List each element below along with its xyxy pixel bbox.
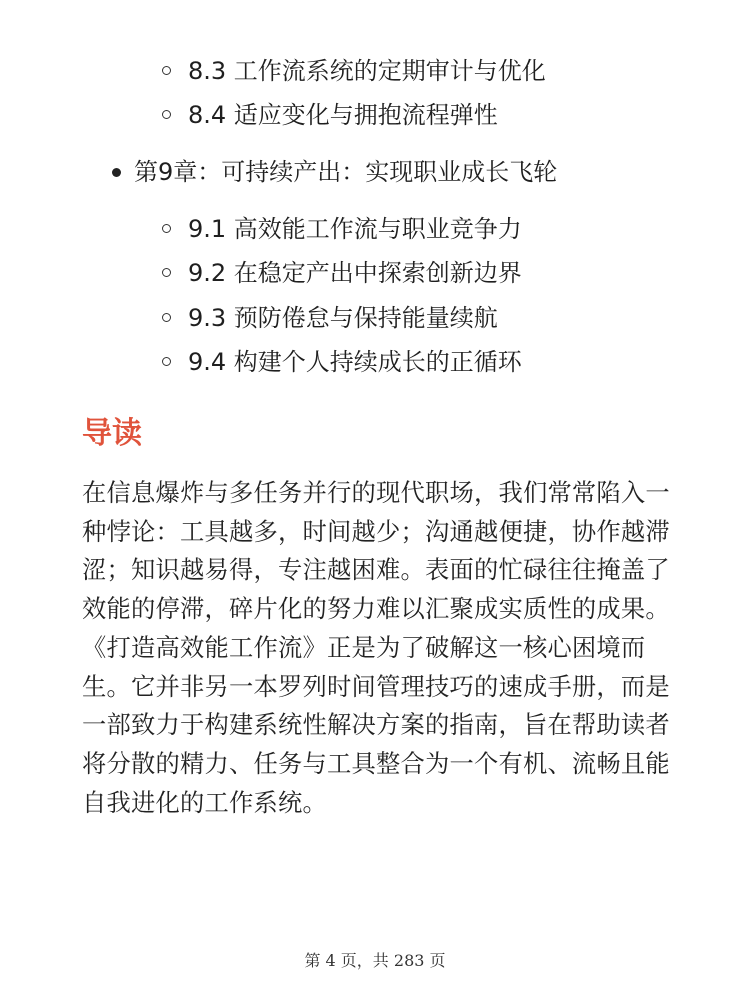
- toc-sub-item-9-3: 9.3 预防倦怠与保持能量续航: [188, 304, 498, 332]
- section-heading: 导读: [82, 416, 142, 451]
- toc-sub-item-8-4: 8.4 适应变化与拥抱流程弹性: [188, 101, 498, 129]
- toc-sub-item-9-2: 9.2 在稳定产出中探索创新边界: [188, 259, 522, 287]
- toc-sub-item-9-1: 9.1 高效能工作流与职业竞争力: [188, 215, 522, 243]
- intro-paragraph: 在信息爆炸与多任务并行的现代职场，我们常常陷入一种悖论：工具越多，时间越少；沟通越便捷，协作越滞涩；知识越易得，专注越困难。表面的忙碌往往掩盖了效能的停滞，碎片化的努力难以汇聚成实质性的成果。《打造高效能工作流》正是为了破解这一核心困境而生。它并非另一本罗列时间管理技巧的速成手册，而是一部致力于构建系统性解决方案的指南，旨在帮助读者将分散的精力、任务与工具整合为一个有机、流畅且能自我进化的工作系统。: [82, 478, 670, 817]
- hollow-bullet-icon: [162, 110, 171, 119]
- filled-bullet-icon: [112, 168, 121, 177]
- hollow-bullet-icon: [162, 313, 171, 322]
- hollow-bullet-icon: [162, 357, 171, 366]
- toc-chapter-9: 第9章：可持续产出：实现职业成长飞轮: [134, 158, 558, 186]
- toc-sub-item-8-3: 8.3 工作流系统的定期审计与优化: [188, 57, 546, 85]
- hollow-bullet-icon: [162, 268, 171, 277]
- hollow-bullet-icon: [162, 66, 171, 75]
- toc-sub-item-9-4: 9.4 构建个人持续成长的正循环: [188, 348, 522, 376]
- hollow-bullet-icon: [162, 224, 171, 233]
- page-number: 第 4 页，共 283 页: [304, 951, 446, 970]
